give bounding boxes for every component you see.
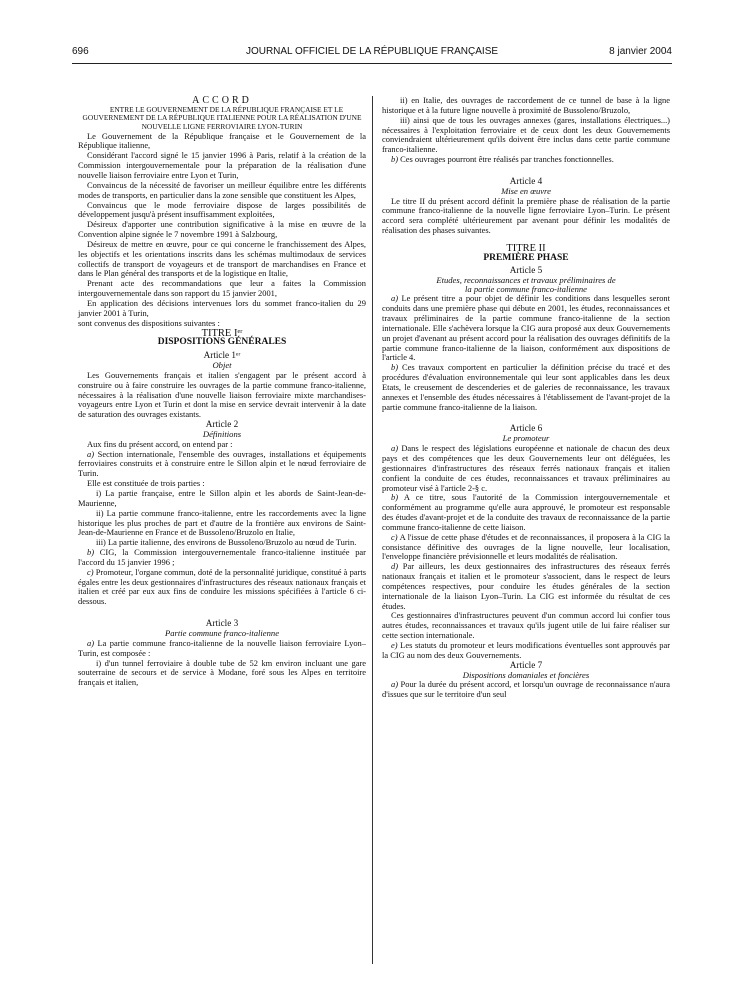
item-letter: b) [87, 547, 95, 558]
item-text: Le présent titre a pour objet de définir les conditions dans lesquelles seront conduits dans une première phase qui débute en 2001, les études, reconnaissances et travaux préliminaires de la partie commune franco-italienne de la section internationale. Elle s'achèvera lorsque la CIG aura proposé aux deux Gouvernements un projet d'avenant au présent accord pour la réalisation des ouvrages définitifs de la partie commune franco-italienne de la liaison, conformément aux dispositions de l'article 4. [382, 293, 670, 363]
titre-1-name: DISPOSITIONS GÉNÉRALES [157, 337, 287, 348]
item-letter: b) [391, 362, 399, 373]
article-3-subtitle: Partie commune franco-italienne [164, 627, 280, 638]
article-1-heading: Article 1ᵉʳ [203, 350, 241, 361]
article-6-d2: Ces gestionnaires d'infrastructures peuvent d'un commun accord lui confier tous autres études, reconnaissances et travaux qu'ils jugent utile de lui faire réaliser sur cette section internationale. [382, 610, 670, 641]
item-text: Section internationale, l'ensemble des ouvrages, installations et équipements ferroviaires construits et à construire entre le Sillon alpin et le nœud ferroviaire de Turin. [78, 448, 366, 479]
article-6-d [382, 562, 670, 611]
item-letter: c) [87, 566, 94, 577]
item-letter: e) [391, 640, 398, 650]
article-4-subtitle: Mise en œuvre [501, 185, 551, 196]
item-text: A l'issue de cette phase d'études et de reconnaissances, il proposera à la CIG la consistance définitive des ouvrages de la ligne nouvelle, leur localisation, l'enveloppe financière prévisionnelle et leurs modalités de réalisation. [382, 531, 670, 562]
accord-title: ACCORD [192, 95, 252, 106]
article-5-a [382, 294, 670, 363]
preamble-paragraph: Désireux d'apporter une contribution significative à la mise en œuvre de la Convention alpine signée le 7 novembre 1991 à Salzbourg, [78, 219, 366, 240]
item-text: Ces travaux comportent en particulier la définition précise du tracé et des procédures d'évaluation environnementale qui leur sont applicables dans les deux Etats, le creusement de descenderies et de galeries de reconnaissance, les travaux annexes et l'ensemble des études nécessaires à l'établissement de l'avant-projet de la partie commune franco-italienne de la liaison. [382, 362, 670, 412]
preamble-paragraph: Considérant l'accord signé le 15 janvier 1996 à Paris, relatif à la création de la Commission intergouvernementale pour la préparation de la réalisation d'une nouvelle liaison ferroviaire entre Lyon et Turin, [78, 150, 366, 180]
item-text: CIG, la Commission intergouvernementale franco-italienne instituée par l'accord du 15 janvier 1996 ; [78, 547, 366, 567]
item-letter: a) [391, 293, 399, 304]
article-3-a [78, 639, 366, 659]
article-7-heading: Article 7 [509, 659, 543, 670]
item-letter: a) [391, 679, 399, 690]
titre-2-name: PREMIÈRE PHASE [483, 252, 569, 263]
item-text: Dans le respect des législations européenne et nationale de chacun des deux pays et des compétences que les deux Gouvernements leur ont déléguées, les gestionnaires d'infrastructures des réseaux ferrés nationaux français et italien confient la conduite de ces études, reconnaissances et travaux préliminaires au promoteur visé à l'article 2-§ c. [382, 443, 670, 493]
article-7-subtitle: Dispositions domaniales et foncières [462, 669, 590, 680]
item-text: Par ailleurs, les deux gestionnaires des infrastructures des réseaux ferrés nationaux français et italien et le promoteur s'associent, dans le respect de leurs compétences respectives, pour conduire les études générales de la section internationale de la liaison Lyon–Turin. La CIG est informée du résultat de ces études. [382, 561, 670, 611]
item-text: Ces ouvrages pourront être réalisés par tranches fonctionnelles. [398, 154, 614, 165]
article-4-heading: Article 4 [509, 175, 543, 186]
article-5-subtitle: Etudes, reconnaissances et travaux préliminaires de la partie commune franco-italienne [436, 274, 616, 294]
article-3-iii: iii) ainsi que de tous les ouvrages annexes (gares, installations électriques...) nécessaires à l'exploitation ferroviaire et de ceux dont les deux Gouvernements conviendraient ultérieurement qu'ils doivent être inclus dans cette partie commune franco-italienne. [382, 114, 670, 155]
article-2-ii: ii) La partie commune franco-italienne, entre les raccordements avec la ligne historique les plus proches de part et d'autre de la frontière aux environs de Saint-Jean-de-Maurienne en France et de Bussoleno/Bruzolo en Italie, [78, 507, 366, 538]
article-2-b [78, 548, 366, 568]
titre-2-heading: TITRE II [506, 242, 546, 254]
article-1-subtitle: Objet [212, 360, 232, 371]
article-6-c [382, 533, 670, 563]
issue-date: 8 janvier 2004 [609, 46, 672, 57]
journal-title: JOURNAL OFFICIEL DE LA RÉPUBLIQUE FRANÇAISE [245, 46, 499, 57]
article-1-text: Les Gouvernements français et italien s'engagent par le présent accord à construire ou à faire construire les ouvrages de la partie commune franco-italienne, nécessaires à la réalisation d'une nouvelle liaison ferroviaire mixte marchandises-voyageurs entre Lyon et Turin et dont la mise en service devrait intervenir à la date de saturation des ouvrages existants. [78, 369, 366, 420]
item-text: Les statuts du promoteur et leurs modifications éventuelles sont approuvés par la CIG au nom des deux Gouvernements. [382, 640, 670, 660]
column-separator [372, 96, 373, 964]
article-6-b [382, 493, 670, 532]
right-column [382, 96, 670, 700]
preamble-paragraph: Le Gouvernement de la République française et le Gouvernement de la République italienne, [78, 130, 366, 151]
item-letter: a) [87, 448, 95, 459]
item-letter: a) [87, 637, 95, 648]
item-letter: b) [391, 154, 399, 165]
item-text: Pour la durée du présent accord, et lorsqu'un ouvrage de reconnaissance n'aura d'issues que sur le territoire d'un seul [382, 679, 670, 700]
article-3-heading: Article 3 [205, 618, 239, 629]
article-6-e [382, 641, 670, 661]
preamble-paragraph: En application des décisions intervenues lors du sommet franco-italien du 29 janvier 2001 à Turin, [78, 297, 366, 318]
article-4-text: Le titre II du présent accord définit la première phase de réalisation de la partie commune franco-italienne de la nouvelle ligne ferroviaire Lyon–Turin. Le présent accord sera complété ultérieurement par avenant pour définir les modalités de réalisation des phases suivantes. [382, 195, 670, 236]
article-6-heading: Article 6 [509, 423, 543, 434]
article-2-iii: iii) La partie italienne, des environs de Bussoleno/Bruzolo au nœud de Turin. [96, 537, 357, 548]
article-2-subtitle: Définitions [202, 428, 242, 439]
titre-1-heading: TITRE Iᵉʳ [201, 327, 243, 339]
preamble-paragraph: Désireux de mettre en œuvre, pour ce qui concerne le franchissement des Alpes, les objectifs et les orientations inscrits dans les schémas multimodaux de services collectifs de transport de voyageurs et de transport de marchandises en France et dans le Plan général des transports et de la logistique en Italie, [78, 238, 366, 279]
item-letter: d) [391, 561, 399, 572]
article-2-parts: Elle est constituée de trois parties : [87, 478, 205, 489]
page-header [72, 46, 672, 60]
article-2-i: i) La partie française, entre le Sillon alpin et les abords de Saint-Jean-de-Maurienne, [78, 488, 366, 508]
item-letter: c) [391, 531, 398, 542]
accord-subtitle: ENTRE LE GOUVERNEMENT DE LA RÉPUBLIQUE FRANÇAISE ET LE GOUVERNEMENT DE LA RÉPUBLIQUE ITALIENNE POUR LA RÉALISATION D'UNE NOUVELLE LIGNE FERROVIAIRE LYON-TURIN [82, 104, 362, 132]
item-text: Promoteur, l'organe commun, doté de la personnalité juridique, constitué à parts égales entre les deux gestionnaires d'infrastructures des réseaux nationaux français et italien et créé par eux aux fins de conduire les missions spécifiées à l'article 6 ci-dessous. [78, 566, 366, 607]
item-text: La partie commune franco-italienne de la nouvelle liaison ferroviaire Lyon–Turin, est composée : [78, 637, 366, 658]
agreed-clause: sont convenus des dispositions suivantes : [78, 317, 220, 328]
article-6-a [382, 444, 670, 493]
item-letter: b) [391, 492, 399, 503]
header-rule [72, 63, 672, 64]
article-2-a [78, 450, 366, 480]
article-2-heading: Article 2 [205, 419, 239, 430]
preamble-paragraph: Convaincus de la nécessité de favoriser un meilleur équilibre entre les différents modes de transports, en particulier dans la zone sensible que constituent les Alpes, [78, 179, 366, 200]
left-column [78, 96, 366, 688]
article-7-a [382, 680, 670, 700]
article-5-b [382, 363, 670, 412]
item-text: A ce titre, sous l'autorité de la Commission intergouvernementale et conformément au programme qu'elle aura approuvé, le promoteur est responsable des études d'avant-projet et de la conduite des travaux de reconnaissance de la partie commune franco-italienne de cette liaison. [382, 492, 670, 532]
article-3-i: i) d'un tunnel ferroviaire à double tube de 52 km environ incluant une gare souterraine de secours et de service à Modane, foré sous les Alpes en territoire français et italien, [78, 657, 366, 688]
page-number: 696 [72, 46, 89, 57]
article-2-c [78, 568, 366, 607]
article-5-heading: Article 5 [509, 264, 543, 275]
article-2-intro: Aux fins du présent accord, on entend par : [87, 438, 233, 449]
article-6-subtitle: Le promoteur [502, 433, 550, 444]
article-3-ii: ii) en Italie, des ouvrages de raccordement de ce tunnel de base à la ligne historique et à la future ligne nouvelle à proximité de Bussoleno/Bruzolo, [382, 95, 670, 115]
preamble-paragraph: Convaincus que le mode ferroviaire dispose de larges possibilités de développement jusqu'à présent insuffisamment exploitées, [78, 199, 366, 220]
item-letter: a) [391, 443, 399, 454]
preamble-paragraph: Prenant acte des recommandations que leur a faites la Commission intergouvernementale dans son rapport du 15 janvier 2001, [78, 278, 366, 299]
article-3-b [382, 155, 670, 165]
